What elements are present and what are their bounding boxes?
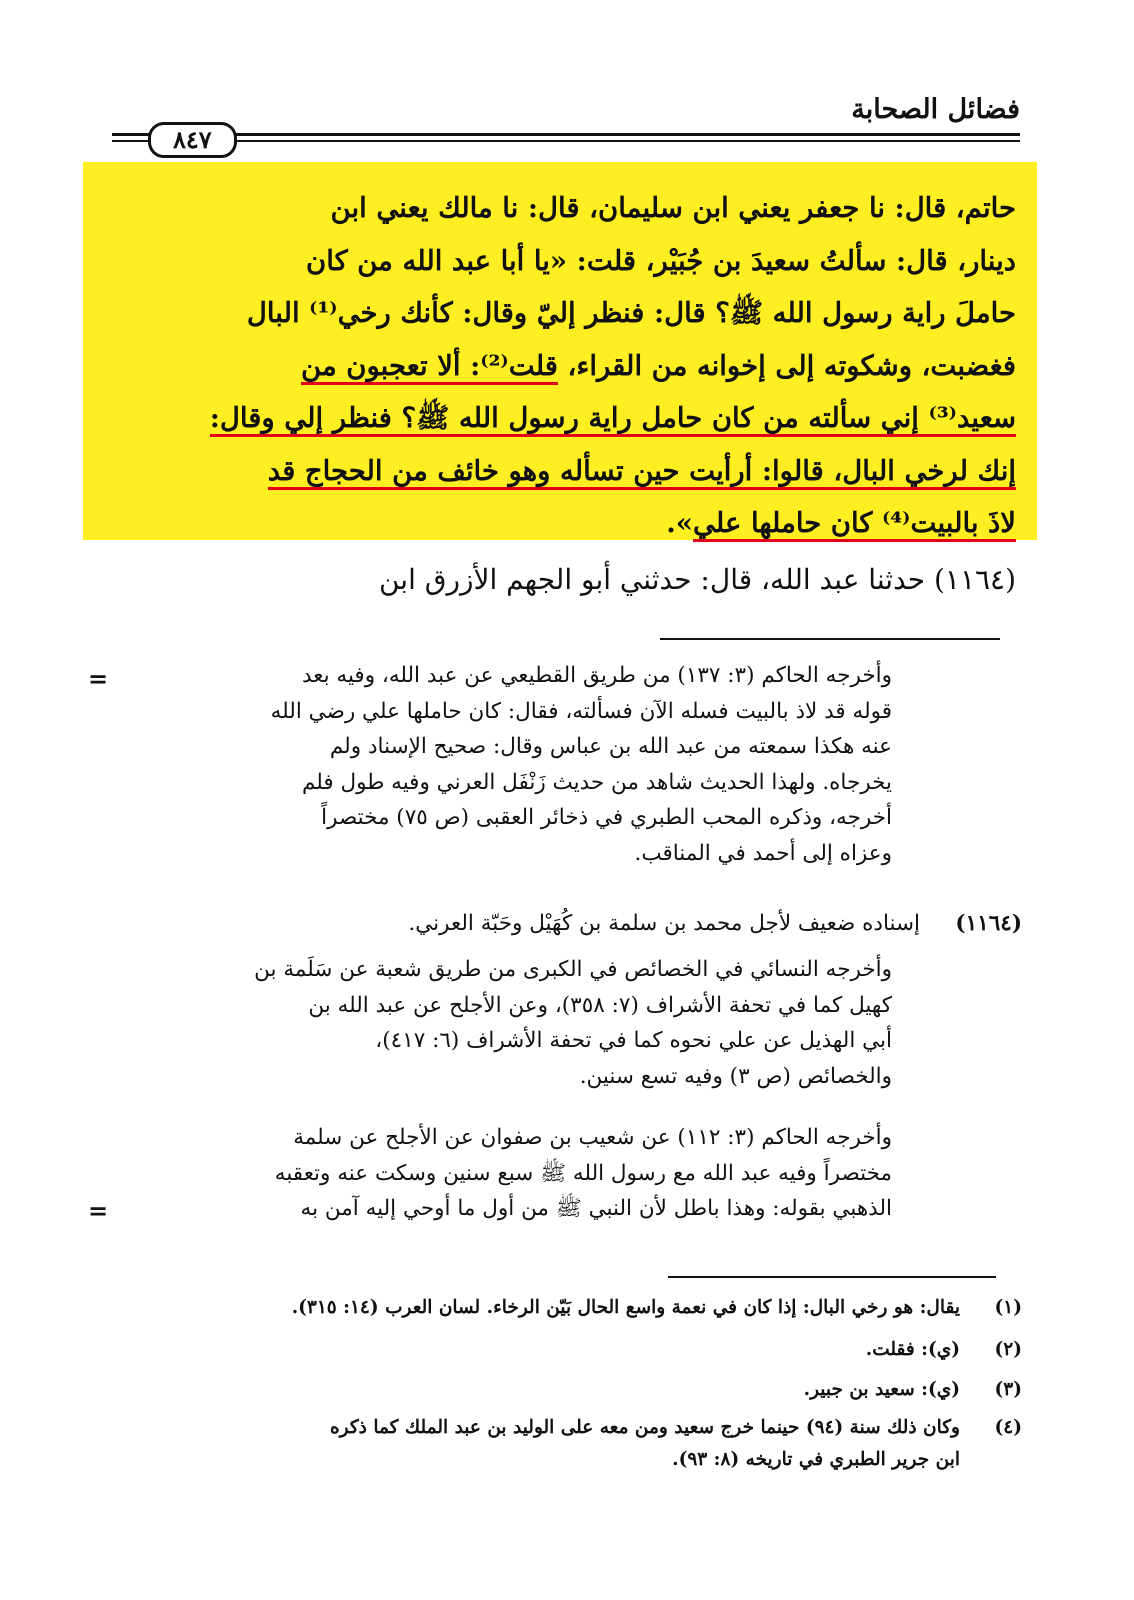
underlined-text: إنك لرخي البال، قالوا: أرأيت حين تسأله وهو خائف من الحجاج قد xyxy=(268,455,1016,490)
note-line: يخرجاه. ولهذا الحديث شاهد من حديث زَنْفَل العرني وفيه طول فلم xyxy=(301,769,892,795)
text-line xyxy=(108,497,1016,550)
book-title: فضائل الصحابة xyxy=(851,94,1020,125)
note-line: قوله قد لاذ بالبيت فسله الآن فسألته، فقال: كان حاملها علي رضي الله xyxy=(270,698,892,724)
note-1164-body xyxy=(108,952,892,1094)
underlined-text: سعيد⁽³⁾ إني سألته من كان حامل راية رسول الله ﷺ؟ فنظر إلي وقال: xyxy=(210,402,1016,437)
note-line: وأخرجه النسائي في الخصائص في الكبرى من طريق شعبة عن سَلَمة بن xyxy=(254,957,892,982)
text-line: حاتم، قال: نا جعفر يعني ابن سليمان، قال: نا مالك يعني ابن xyxy=(330,192,1016,224)
note-line: أبي الهذيل عن علي نحوه كما في تحفة الأشراف (٦: ٤١٧)، xyxy=(375,1028,892,1053)
underlined-text: لاذَ بالبيت⁽⁴⁾ كان حاملها علي xyxy=(693,507,1016,542)
text-line: دينار، قال: سألتُ سعيدَ بن جُبَيْر، قلت: «يا أبا عبد الله من كان xyxy=(306,244,1016,277)
header-rule-thin xyxy=(112,140,1020,142)
footnotes-divider xyxy=(668,1276,996,1278)
underlined-text: قلت⁽²⁾: ألا تعجبون من xyxy=(301,350,558,385)
notes-divider xyxy=(660,638,1000,640)
text-line xyxy=(108,340,1016,393)
footnote-number: (١) xyxy=(994,1297,1022,1318)
note-line: وأخرجه الحاكم (٣: ١٣٧) من طريق القطيعي عن عبد الله، وفيه بعد xyxy=(301,663,892,688)
text-line xyxy=(108,445,1016,498)
text-line xyxy=(108,392,1016,445)
footnote-text xyxy=(112,1412,960,1476)
footnote-number: (٣) xyxy=(994,1379,1022,1400)
footnote-number: (٢) xyxy=(994,1339,1022,1360)
highlighted-text xyxy=(108,182,1016,550)
page-number: ٨٤٧ xyxy=(148,122,237,158)
text-segment: فغضبت، وشكوته إلى إخوانه من القراء، xyxy=(557,349,1016,382)
note-line: مختصراً وفيه عبد الله مع رسول الله ﷺ سبع سنين وسكت عنه وتعقبه xyxy=(274,1160,892,1186)
note-line: أخرجه، وذكره المحب الطبري في ذخائر العقبى (ص ٧٥) مختصراً xyxy=(321,805,892,830)
continued-note xyxy=(108,658,892,871)
footnote-line: وكان ذلك سنة (٩٤) حينما خرج سعيد ومن معه على الوليد بن عبد الملك كما ذكره xyxy=(329,1417,960,1438)
footnote-line: ابن جرير الطبري في تاريخه (٨: ٩٣). xyxy=(672,1449,960,1470)
note-line: وأخرجه الحاكم (٣: ١١٢) عن شعيب بن صفوان عن الأجلح عن سلمة xyxy=(293,1125,892,1150)
note-line: الذهبي بقوله: وهذا باطل لأن النبي ﷺ من أول ما أوحي إليه آمن به xyxy=(300,1196,892,1221)
continuation-mark-end: = xyxy=(88,1196,109,1225)
footnote-text: (ي): فقلت. xyxy=(865,1339,960,1360)
note-line: كهيل كما في تحفة الأشراف (٧: ٣٥٨)، وعن الأجلح عن عبد الله بن xyxy=(308,992,892,1018)
hadith-1164: (١١٦٤) حدثنا عبد الله، قال: حدثني أبو الجهم الأزرق ابن xyxy=(378,563,1016,596)
text-segment: ». xyxy=(666,507,693,539)
footnote-number: (٤) xyxy=(994,1417,1022,1438)
note-line: والخصائص (ص ٣) وفيه تسع سنين. xyxy=(579,1063,892,1089)
note-number: (١١٦٤) xyxy=(955,911,1022,936)
continuation-mark: = xyxy=(88,664,109,693)
note-line: إسناده ضعيف لأجل محمد بن سلمة بن كُهَيْل وحَبّة العرني. xyxy=(408,911,920,936)
footnote-text: (ي): سعيد بن جبير. xyxy=(803,1379,960,1400)
footnote-text: يقال: هو رخي البال: إذا كان في نعمة واسع الحال بَيّن الرخاء. لسان العرب (١٤: ٣١٥). xyxy=(291,1297,960,1318)
running-header xyxy=(112,92,1020,154)
header-rule-thick xyxy=(112,133,1020,136)
note-line: عنه هكذا سمعته من عبد الله بن عباس وقال: صحيح الإسناد ولم xyxy=(329,734,892,759)
note-line: وعزاه إلى أحمد في المناقب. xyxy=(634,840,892,866)
note-1164-body-cont xyxy=(108,1120,892,1227)
text-line: حاملَ راية رسول الله ﷺ؟ قال: فنظر إليّ وقال: كأنك رخي⁽¹⁾ البال xyxy=(246,297,1016,329)
